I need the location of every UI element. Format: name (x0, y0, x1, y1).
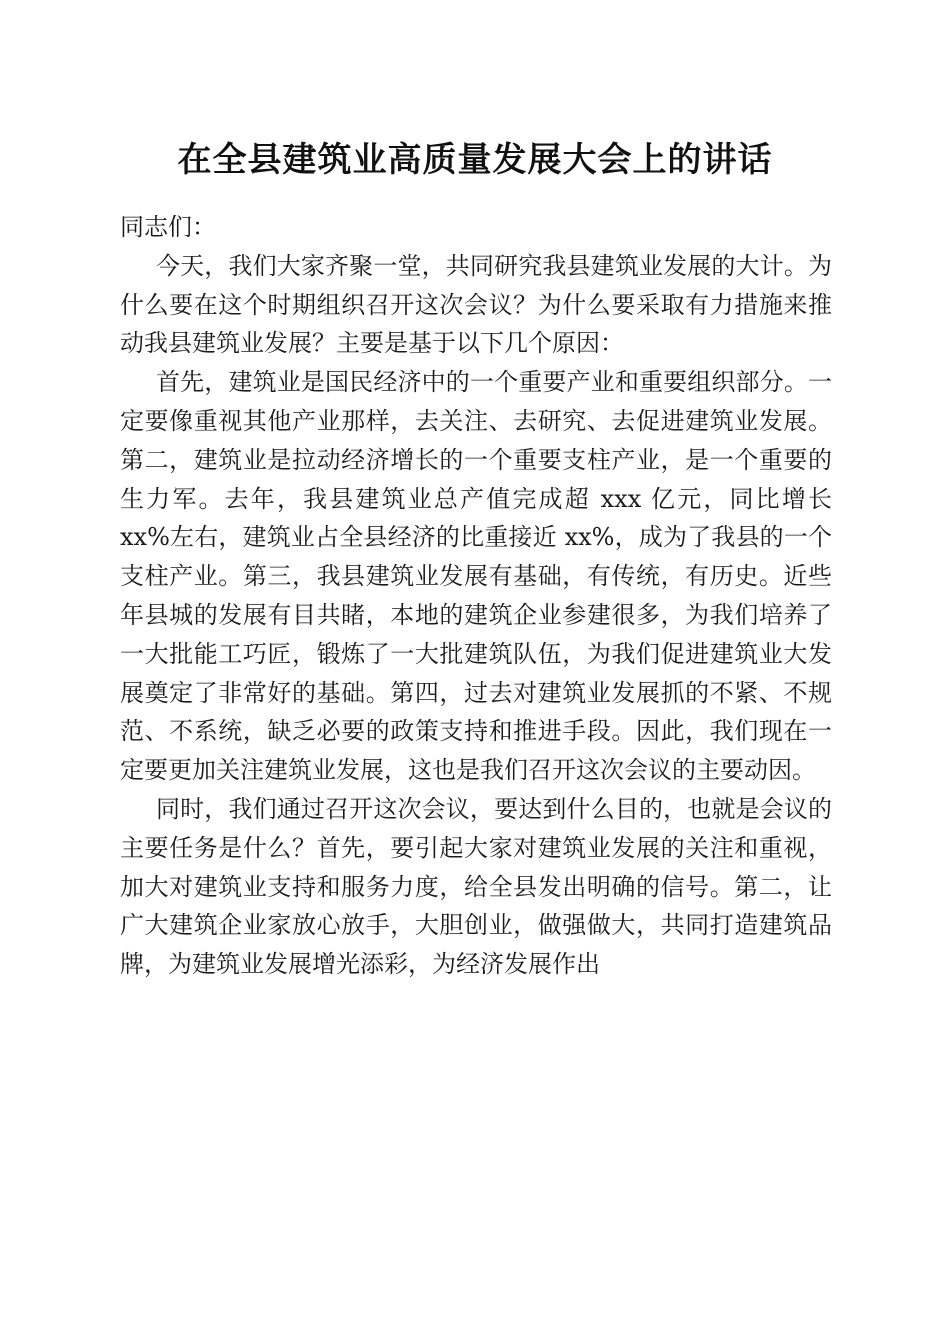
document-body (120, 208, 832, 984)
paragraph-3: 同时，我们通过召开这次会议，要达到什么目的，也就是会议的主要任务是什么？首先，要引起大家对建筑业发展的关注和重视，加大对建筑业支持和服务力度，给全县发出明确的信号。第二，让广大建筑企业家放心放手，大胆创业，做强做大，共同打造建筑品牌，为建筑业发展增光添彩，为经济发展作出 (120, 794, 832, 979)
paragraph-1: 今天，我们大家齐聚一堂，共同研究我县建筑业发展的大计。为什么要在这个时期组织召开这次会议？为什么要采取有力措施来推动我县建筑业发展？主要是基于以下几个原因： (120, 251, 832, 358)
document-title: 在全县建筑业高质量发展大会上的讲话 (177, 140, 773, 180)
paragraph-2: 首先，建筑业是国民经济中的一个重要产业和重要组织部分。一定要像重视其他产业那样，去关注、去研究、去促进建筑业发展。第二，建筑业是拉动经济增长的一个重要支柱产业，是一个重要的生力军。去年，我县建筑业总产值完成超 xxx 亿元，同比增长 xx%左右，建筑业占全县经济的比重接近 xx%，成为了我县的一个支柱产业。第三，我县建筑业发展有基础，有传统，有历史。近些年县城的发展有目共睹，本地的建筑企业参建很多，为我们培养了一大批能工巧匠，锻炼了一大批建筑队伍，为我们促进建筑业大发展奠定了非常好的基础。第四，过去对建筑业发展抓的不紧、不规范、不系统，缺乏必要的政策支持和推进手段。因此，我们现在一定要更加关注建筑业发展，这也是我们召开这次会议的主要动因。 (120, 368, 832, 785)
salutation: 同志们： (120, 213, 216, 241)
